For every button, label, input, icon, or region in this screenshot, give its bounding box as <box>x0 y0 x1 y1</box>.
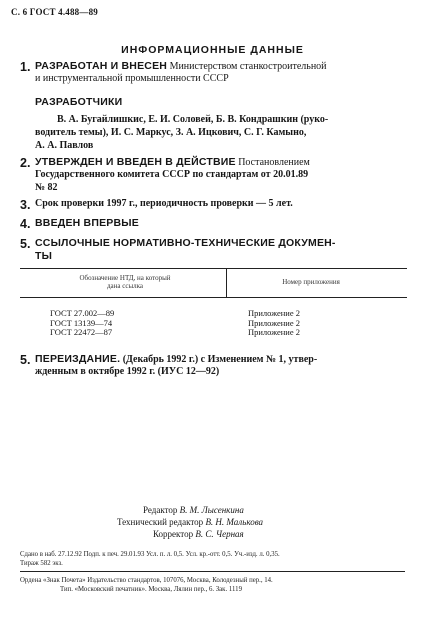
table-cell-appendix: Приложение 2 <box>248 317 300 328</box>
section-2-text-3: № 82 <box>35 182 58 193</box>
section-5-heading-1: ССЫЛОЧНЫЕ НОРМАТИВНО-ТЕХНИЧЕСКИЕ ДОКУМЕН- <box>35 237 336 249</box>
section-2-text-2: Государственного комитета СССР по стандартам от 20.01.89 <box>35 169 309 180</box>
table-header-ntd: Обозначение НТД, на который дана ссылка <box>79 274 171 290</box>
page-header: С. 6 ГОСТ 4.488—89 <box>11 7 98 17</box>
section-1-text-2: и инструментальной промышленности СССР <box>35 73 229 84</box>
section-3-number: 3. <box>20 198 31 212</box>
table-cell-ntd: ГОСТ 27.002—89 <box>50 308 115 318</box>
corrector-credit: Корректор В. С. Черная <box>153 529 244 539</box>
section-1-number: 1. <box>20 60 31 74</box>
imprint-line-1: Сдано в наб. 27.12.92 Подп. к печ. 29.01.93 Усл. п. л. 0,5. Усл. кр.-отт. 0,5. Уч.-изд. л. 0,35. <box>20 551 280 558</box>
section-6-line1 <box>35 353 317 367</box>
table-cell-appendix: Приложение 2 <box>248 308 300 318</box>
table-top-rule <box>20 268 407 269</box>
reprint-text-1: (Декабрь 1992 г.) с Изменением № 1, утвер- <box>122 354 318 365</box>
page-title: ИНФОРМАЦИОННЫЕ ДАННЫЕ <box>121 44 304 56</box>
table-header-rule <box>20 297 407 298</box>
reprint-heading: ПЕРЕИЗДАНИЕ. <box>35 353 121 365</box>
tech-editor-credit: Технический редактор В. Н. Малькова <box>117 517 264 527</box>
section-2-heading: УТВЕРЖДЕН И ВВЕДЕН В ДЕЙСТВИЕ <box>35 156 236 168</box>
section-5-heading-2: ТЫ <box>35 250 53 262</box>
imprint-line-2: Тираж 582 экз. <box>20 560 63 567</box>
section-1-line1 <box>35 60 327 74</box>
section-2-text-1: Постановлением <box>238 157 310 168</box>
table-row <box>50 309 114 338</box>
developers-line-2: водитель темы), И. С. Маркус, З. А. Ицкович, С. Г. Камыно, <box>35 127 307 138</box>
section-3-text: Срок проверки 1997 г., периодичность проверки — 5 лет. <box>35 198 293 209</box>
publisher-line-1: Ордена «Знак Почета» Издательство стандартов, 107076, Москва, Колодезный пер., 14. <box>20 577 273 584</box>
publisher-line-2: Тип. «Московский печатник». Москва, Лялин пер., 6. Зак. 1119 <box>60 586 242 593</box>
table-cell-ntd: ГОСТ 22472—87 <box>50 327 113 337</box>
section-2-number: 2. <box>20 156 31 170</box>
editor-credit: Редактор В. М. Лысенкина <box>143 505 244 515</box>
table-cell-appendix: Приложение 2 <box>248 327 300 337</box>
developers-line-1: В. А. Бугайлишкис, Е. И. Соловей, Б. В. Кондрашкин (руко- <box>57 114 329 125</box>
reprint-text-2: жденным в октябре 1992 г. (ИУС 12—92) <box>35 366 220 377</box>
developers-heading: РАЗРАБОТЧИКИ <box>35 96 123 108</box>
section-5-number: 5. <box>20 237 31 251</box>
table-row <box>248 309 300 338</box>
section-1-heading: РАЗРАБОТАН И ВНЕСЕН <box>35 60 168 72</box>
section-6-number: 5. <box>20 353 31 367</box>
section-4-number: 4. <box>20 217 31 231</box>
section-2-line1 <box>35 156 310 170</box>
table-header-appendix: Номер приложения <box>282 278 340 286</box>
imprint-divider <box>20 571 405 572</box>
section-4-heading: ВВЕДЕН ВПЕРВЫЕ <box>35 217 139 229</box>
table-cell-ntd: ГОСТ 13139—74 <box>50 317 113 328</box>
section-1-text-1: Министерством станкостроительной <box>169 61 327 72</box>
developers-line-3: А. А. Павлов <box>35 140 94 151</box>
